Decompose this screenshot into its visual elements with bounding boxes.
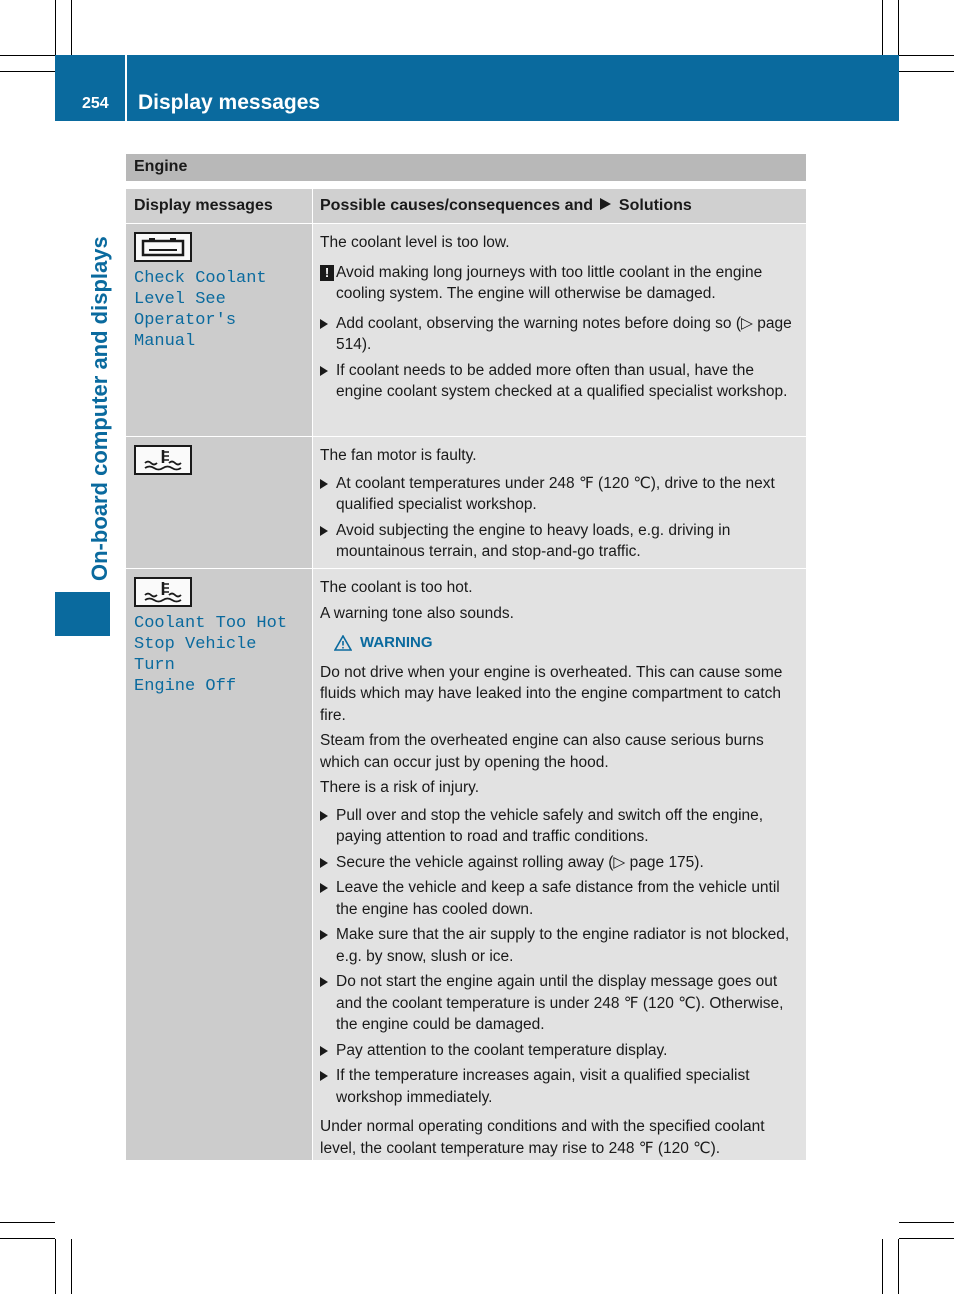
bullet-arrow-icon: [320, 319, 328, 329]
bullet-arrow-icon: [320, 1046, 328, 1056]
crop-mark: [71, 0, 72, 55]
step-text: Secure the vehicle against rolling away (▷ page 175).: [336, 853, 704, 871]
section-heading: Engine: [126, 154, 806, 181]
step-text: Avoid subjecting the engine to heavy loads, e.g. driving in mountainous terrain, and stop-and-go traffic.: [336, 521, 731, 560]
crop-mark: [899, 1222, 954, 1223]
cause-text: The coolant level is too low.: [320, 234, 510, 251]
bullet-arrow-icon: [320, 526, 328, 536]
list-item: [320, 877, 799, 920]
list-item: [320, 313, 799, 356]
note-text: Under normal operating conditions and with the specified coolant level, the coolant temperature may rise to 248 ℉ (120 ℃).: [320, 1118, 765, 1157]
table-row-solution-cell: [313, 437, 806, 568]
warning-text: There is a risk of injury.: [320, 779, 480, 796]
column-header-label: Solutions: [618, 197, 692, 214]
warning-label: WARNING: [360, 634, 433, 651]
bullet-arrow-icon: [320, 1071, 328, 1081]
bullet-arrow-icon: [320, 811, 328, 821]
crop-mark: [0, 55, 55, 56]
caution-text: Avoid making long journeys with too little coolant in the engine cooling system. The engine will otherwise be damaged.: [336, 263, 763, 302]
crop-mark: [899, 55, 954, 56]
list-item: [320, 852, 799, 874]
list-item: [320, 520, 799, 563]
crop-mark: [898, 0, 899, 55]
crop-mark: [899, 1238, 954, 1239]
coolant-level-icon: [134, 232, 192, 262]
step-text: Pull over and stop the vehicle safely and switch off the engine, paying attention to road and traffic conditions.: [336, 806, 764, 845]
cause-text: The fan motor is faulty.: [320, 447, 477, 464]
table-row-solution-cell: [313, 224, 806, 436]
step-text: Pay attention to the coolant temperature display.: [336, 1041, 668, 1059]
crop-mark: [898, 1239, 899, 1294]
list-item: [320, 971, 799, 1036]
page-title: Display messages: [138, 91, 321, 114]
step-text: Do not start the engine again until the display message goes out and the coolant temperature is under 248 ℉ (120 ℃). Otherwise, the engine could be damaged.: [336, 973, 784, 1033]
coolant-temperature-icon: [134, 577, 192, 607]
crop-mark: [55, 1239, 56, 1294]
chapter-tab: [55, 592, 110, 636]
crop-mark: [0, 71, 55, 72]
step-text: Leave the vehicle and keep a safe distance from the vehicle until the engine has cooled down.: [336, 879, 780, 918]
list-item: [320, 805, 799, 848]
list-item: [320, 360, 799, 403]
warning-heading: [320, 632, 799, 654]
list-item: [320, 924, 799, 967]
cause-text: The coolant is too hot.: [320, 579, 473, 596]
table-row-solution-cell: [313, 569, 806, 1160]
warning-text: Steam from the overheated engine can also cause serious burns which can occur just by opening the hood.: [320, 732, 764, 771]
bullet-arrow-icon: [320, 479, 328, 489]
list-item: [320, 473, 799, 516]
bullet-arrow-icon: [320, 977, 328, 987]
step-text: If coolant needs to be added more often than usual, have the engine coolant system checked at a qualified specialist workshop.: [336, 361, 788, 400]
column-header-label: Display messages: [134, 197, 273, 214]
bullet-arrow-icon: [320, 858, 328, 868]
exclamation-icon: !: [320, 265, 334, 281]
crop-mark: [71, 1239, 72, 1294]
coolant-temperature-icon: [134, 445, 192, 475]
bullet-arrow-icon: [320, 930, 328, 940]
crop-mark: [55, 0, 56, 55]
crop-mark: [882, 1239, 883, 1294]
table-row-message-cell: [126, 437, 312, 568]
crop-mark: [899, 71, 954, 72]
chapter-label: On-board computer and displays: [87, 236, 112, 581]
bullet-arrow-icon: [320, 366, 328, 376]
bullet-arrow-icon: [320, 883, 328, 893]
crop-mark: [882, 0, 883, 55]
step-text: If the temperature increases again, visit a qualified specialist workshop immediately.: [336, 1067, 750, 1106]
step-text: Make sure that the air supply to the engine radiator is not blocked, e.g. by snow, slush or ice.: [336, 926, 790, 965]
page-number: 254: [82, 95, 109, 112]
step-text: Add coolant, observing the warning notes before doing so (▷ page 514).: [336, 314, 792, 353]
crop-mark: [0, 1222, 55, 1223]
display-message-text: Coolant Too Hot Stop Vehicle Turn Engine Off: [134, 614, 288, 696]
table-row-message-cell: [126, 569, 312, 1160]
table-row-message-cell: [126, 224, 312, 436]
warning-triangle-icon: [334, 635, 352, 651]
column-header-label: Possible causes/consequences and: [320, 197, 594, 214]
list-item: [320, 1065, 799, 1108]
step-text: At coolant temperatures under 248 ℉ (120 ℃), drive to the next qualified specialist workshop.: [336, 474, 775, 513]
crop-mark: [0, 1238, 55, 1239]
play-arrow-icon: [599, 197, 612, 211]
cause-text: A warning tone also sounds.: [320, 604, 514, 622]
display-message-text: Check Coolant Level See Operator's Manual: [134, 269, 267, 351]
list-item: [320, 1040, 799, 1062]
caution-note: [320, 262, 799, 305]
column-header-messages: [126, 189, 312, 223]
header-divider: [125, 55, 127, 121]
column-header-solutions: [313, 189, 806, 223]
warning-text: Do not drive when your engine is overheated. This can cause some fluids which may have leaked into the engine compartment to catch fire.: [320, 663, 783, 724]
